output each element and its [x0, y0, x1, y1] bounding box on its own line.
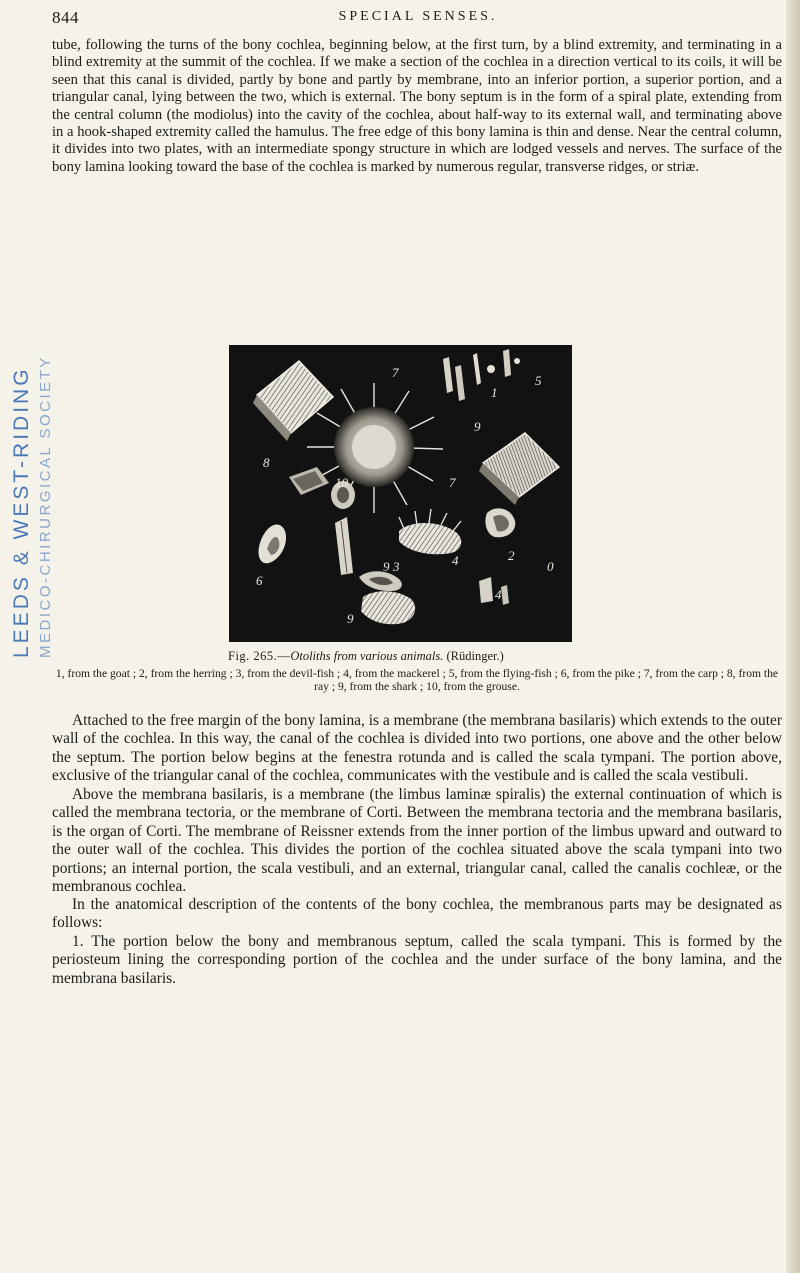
- otolith-8: [253, 361, 333, 441]
- paragraph-cochlea-canal: tube, following the turns of the bony cochlea, beginning below, at the first turn, by a blind extremity, and terminating in a blind extremity at the summit of the cochlea. If we make a section of the cochlea in a direction vertical to its coils, it will be seen that this canal is divided, partly by bone and partly by membrane, into an inferior portion, a superior portion, and a triangular canal, lying between the two, which is external. The bony septum is in the form of a spiral plate, extending from the central column (the modiolus) into the cavity of the cochlea, about half-way to its external wall, and terminating above in a hook-shaped extremity called the hamulus. The free edge of this bony lamina is thin and dense. Near the central column, it divides into two plates, with an intermediate spongy structure in which are lodged vessels and nerves. The surface of the bony lamina looking toward the base of the cochlea is marked by numerous regular, transverse ridges, or striæ.: [52, 37, 782, 175]
- figure-caption-text: 1, from the goat ; 2, from the herring ; 3, from the devil-fish ; 4, from the mackerel ; 5, from the flying-fish ; 6, from the pike ; 7, from the carp ; 8, from the ray ; 9, from the shark ; 10, from the grouse.: [55, 667, 779, 693]
- figure-label: 8: [263, 455, 270, 470]
- figure-label: 1: [491, 385, 498, 400]
- figure-number: Fig. 265.—: [228, 649, 291, 663]
- figure-label: 7: [449, 475, 456, 490]
- figure-label: 9: [474, 419, 481, 434]
- otolith-10: [289, 467, 329, 495]
- otolith-5: [335, 517, 353, 575]
- page-number: 844: [52, 8, 79, 27]
- figure-label: 7: [392, 365, 399, 380]
- otoliths-illustration: [229, 345, 572, 642]
- otolith-1-bottom: [359, 571, 402, 591]
- otolith-2: [485, 508, 515, 537]
- figure-label: 3: [393, 559, 400, 574]
- figure-caption-title: [228, 649, 504, 664]
- figure-label: 5: [535, 373, 542, 388]
- figure-title: Otoliths from various animals.: [290, 649, 444, 663]
- running-head: SPECIAL SENSES.: [338, 9, 498, 24]
- figure-label: 0: [547, 559, 554, 574]
- figure-credit: (Rüdinger.): [446, 649, 504, 663]
- otolith-small-right: [479, 577, 509, 605]
- figure-label: 2: [508, 548, 515, 563]
- stamp-sub-text: MEDICO-CHIRURGICAL SOCIETY: [37, 355, 54, 658]
- otolith-3: [399, 509, 461, 554]
- figure-label: 6: [256, 573, 263, 588]
- otolith-7-top: [443, 349, 520, 401]
- otolith-4-bottom: [361, 591, 415, 624]
- paragraph-membrana-basilaris: Attached to the free margin of the bony lamina, is a membrane (the membrana basilaris) which extends to the outer wall of the cochlea. In this way, the canal of the cochlea is divided into two portions, one above and the other below the septum. The portion below begins at the fenestra rotunda and is called the scala tympani. The portion above, exclusive of the triangular canal of the cochlea, communicates with the vestibule and is called the scala vestibuli.: [52, 712, 782, 785]
- figure-label: 4: [495, 587, 502, 602]
- figure-label: 9: [347, 611, 354, 626]
- page-edge: [786, 0, 800, 1273]
- list-item-scala-tympani: 1. The portion below the bony and membranous septum, called the scala tympani. This is formed by the periosteum lining the corresponding portion of the cochlea and the under surface of the bony lamina, and the membrana basilaris.: [52, 933, 782, 987]
- otolith-6: [258, 524, 286, 563]
- library-stamp: [6, 318, 52, 658]
- page-header: [52, 8, 784, 30]
- figure-label: 10: [335, 475, 348, 490]
- paragraph-membranous-parts: In the anatomical description of the contents of the bony cochlea, the membranous parts may be designated as follows:: [52, 896, 782, 932]
- figure-label: 4: [452, 553, 459, 568]
- otoliths-figure: [229, 345, 572, 642]
- stamp-main-text: LEEDS & WEST-RIDING: [10, 366, 33, 658]
- otolith-9-large: [479, 433, 559, 505]
- figure-label: 9: [383, 559, 390, 574]
- paragraph-membrana-tectoria: Above the membrana basilaris, is a membrane (the limbus laminæ spiralis) the external continuation of which is called the membrana tectoria, or the membrane of Corti. Between the membrana tectoria and the membrana basilaris, is the organ of Corti. The membrane of Reissner extends from the inner portion of the limbus upward and outward to the outer wall of the cochlea. This divides the portion of the cochlea situated above the scala tympani into two portions; an internal portion, the scala vestibuli, and an external, triangular canal, called the canalis cochleæ, or the membranous cochlea.: [52, 786, 782, 896]
